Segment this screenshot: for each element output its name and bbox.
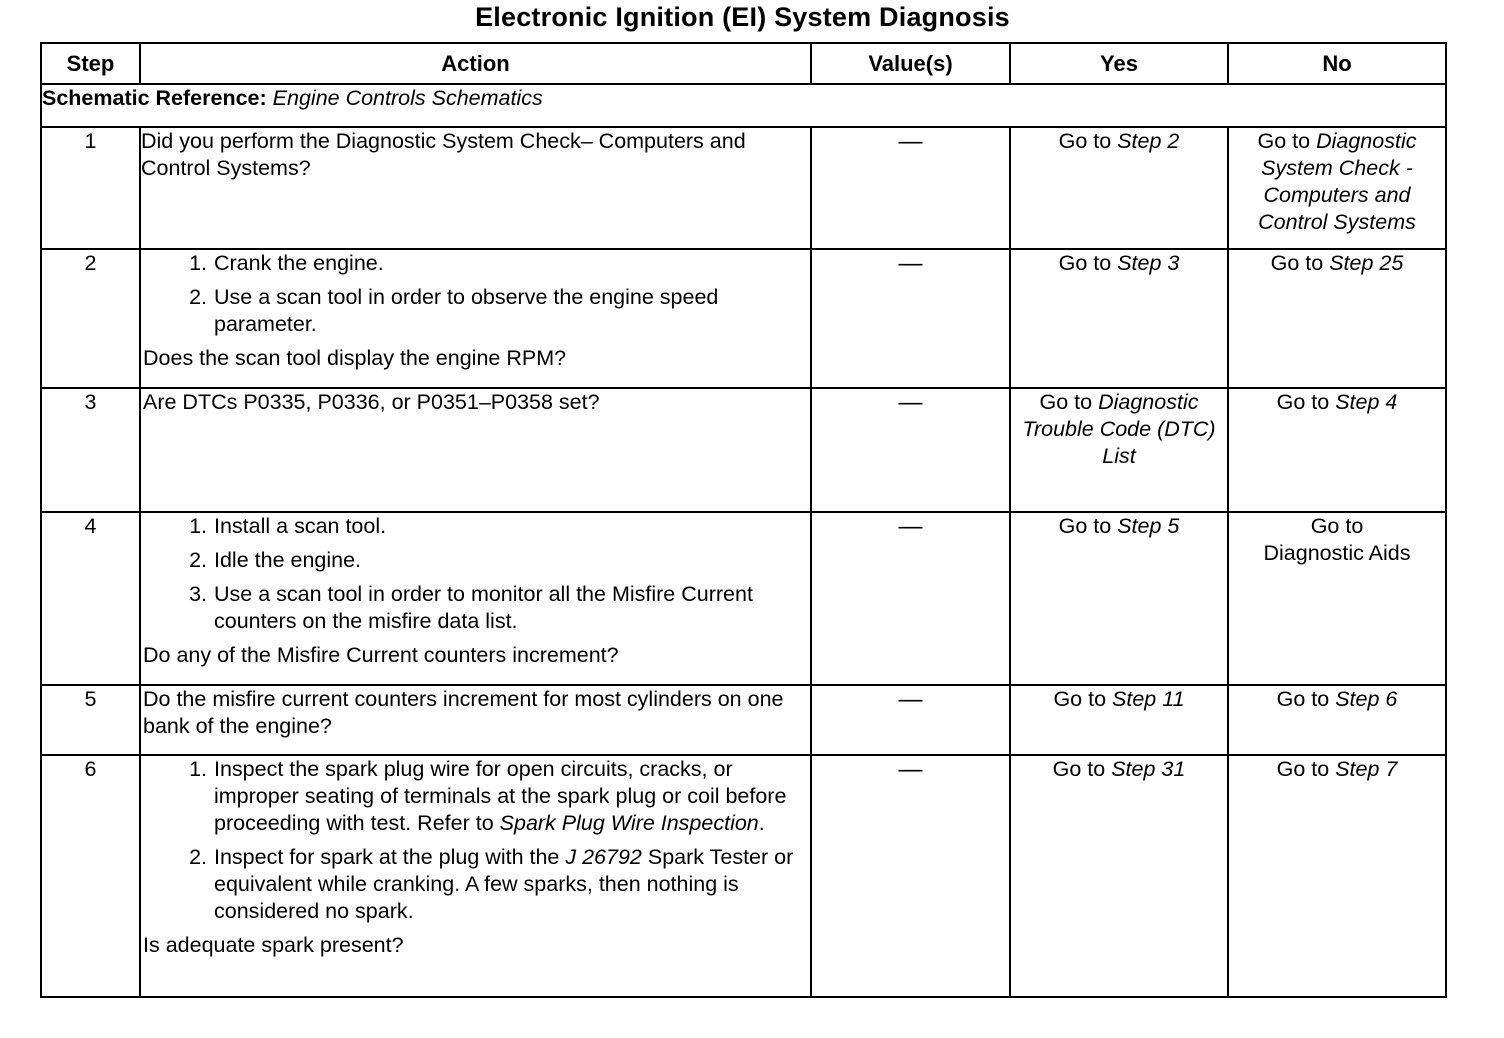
table-row — [41, 685, 1446, 755]
step-link[interactable]: Step 4 — [1335, 390, 1398, 414]
yes-cell — [1010, 755, 1228, 997]
no-cell — [1228, 512, 1446, 685]
diagnostic-aids-text: Diagnostic Aids — [1263, 541, 1411, 565]
goto-text: Go to — [1039, 390, 1093, 414]
step-number: 5 — [41, 685, 140, 755]
table-row — [41, 127, 1446, 249]
action-cell — [140, 127, 811, 249]
goto-text: Go to — [1052, 757, 1106, 781]
list-item: 2. Use a scan tool in order to observe the engine speed parameter. — [189, 285, 719, 336]
value-cell: — — [811, 127, 1010, 249]
tool-number: J 26792 — [565, 845, 642, 869]
step-link[interactable]: Step 31 — [1111, 757, 1186, 781]
yes-cell — [1010, 512, 1228, 685]
header-action: Action — [140, 43, 811, 84]
schematic-reference — [41, 84, 1446, 127]
action-cell — [140, 512, 811, 685]
action-cell — [140, 755, 811, 997]
no-cell — [1228, 249, 1446, 388]
list-item: 1. Inspect the spark plug wire for open circuits, cracks, or improper seating of terminals at the spark plug or coil before proceeding with test. Refer to Spark Plug Wire Inspection. — [189, 757, 787, 835]
action-list — [141, 756, 810, 925]
step-link[interactable]: Step 11 — [1112, 687, 1185, 711]
page-title: Electronic Ignition (EI) System Diagnosis — [475, 2, 1010, 32]
step-link[interactable]: Step 3 — [1117, 251, 1180, 275]
step-link[interactable]: Step 25 — [1329, 251, 1404, 275]
goto-text: Go to — [1276, 687, 1330, 711]
action-cell — [140, 685, 811, 755]
question: Are DTCs P0335, P0336, or P0351–P0358 set? — [143, 390, 600, 414]
value-cell: — — [811, 249, 1010, 388]
question: Does the scan tool display the engine RPM? — [143, 346, 567, 370]
action-cell — [140, 388, 811, 512]
list-item: 2. Idle the engine. — [189, 548, 362, 572]
table-row — [41, 512, 1446, 685]
step-link[interactable]: Step 7 — [1335, 757, 1398, 781]
list-item: 2. Inspect for spark at the plug with the J 26792 Spark Tester or equivalent while cranking. A few sparks, then nothing is considered no spark. — [189, 845, 794, 923]
value-cell: — — [811, 685, 1010, 755]
diagnosis-table — [40, 42, 1447, 998]
value-cell: — — [811, 755, 1010, 997]
goto-text: Go to — [1058, 129, 1112, 153]
step-number: 2 — [41, 249, 140, 388]
table-row — [41, 249, 1446, 388]
header-row — [41, 43, 1446, 84]
spark-plug-wire-inspection-link[interactable]: Spark Plug Wire Inspection — [499, 811, 759, 835]
goto-text: Go to — [1058, 514, 1112, 538]
yes-cell — [1010, 388, 1228, 512]
header-no: No — [1228, 43, 1446, 84]
no-cell — [1228, 388, 1446, 512]
goto-text: Go to — [1257, 129, 1311, 153]
header-yes: Yes — [1010, 43, 1228, 84]
step-number: 1 — [41, 127, 140, 249]
action-cell — [140, 249, 811, 388]
diagnostic-system-check-link-2[interactable]: Computers and Control Systems — [1258, 183, 1416, 234]
goto-text: Go to — [1276, 390, 1330, 414]
schematic-reference-label: Schematic Reference: — [42, 86, 267, 110]
no-cell — [1228, 685, 1446, 755]
list-item: 3. Use a scan tool in order to monitor all the Misfire Current counters on the misfire data list. — [189, 582, 753, 633]
goto-text: Go to — [1310, 514, 1364, 538]
value-cell: — — [811, 512, 1010, 685]
value-cell: — — [811, 388, 1010, 512]
list-item: 1. Crank the engine. — [189, 251, 384, 275]
no-cell — [1228, 755, 1446, 997]
goto-text: Go to — [1053, 687, 1107, 711]
action-list — [141, 250, 810, 338]
goto-text: Go to — [1058, 251, 1112, 275]
table-row — [41, 388, 1446, 512]
header-values: Value(s) — [811, 43, 1010, 84]
question: Do the misfire current counters increment for most cylinders on one bank of the engine? — [143, 687, 784, 738]
yes-cell — [1010, 685, 1228, 755]
step-link[interactable]: Step 5 — [1117, 514, 1180, 538]
schematic-reference-row — [41, 84, 1446, 127]
no-cell — [1228, 127, 1446, 249]
step-number: 4 — [41, 512, 140, 685]
dtc-list-link[interactable]: Diagnostic Trouble Code (DTC) List — [1022, 390, 1216, 468]
question: Do any of the Misfire Current counters increment? — [143, 643, 619, 667]
step-link[interactable]: Step 2 — [1117, 129, 1180, 153]
step-link[interactable]: Step 6 — [1335, 687, 1398, 711]
yes-cell — [1010, 127, 1228, 249]
diagnostic-system-check-link[interactable]: Diagnostic System Check - — [1261, 129, 1417, 180]
table-row — [41, 755, 1446, 997]
list-item: 1. Install a scan tool. — [189, 514, 387, 538]
step-number: 6 — [41, 755, 140, 997]
question: Is adequate spark present? — [143, 933, 404, 957]
question: Did you perform the Diagnostic System Check– Computers and Control Systems? — [141, 129, 746, 180]
step-number: 3 — [41, 388, 140, 512]
goto-text: Go to — [1276, 757, 1330, 781]
schematic-reference-link[interactable]: Engine Controls Schematics — [272, 86, 543, 110]
yes-cell — [1010, 249, 1228, 388]
action-list — [141, 513, 810, 635]
goto-text: Go to — [1270, 251, 1324, 275]
header-step: Step — [41, 43, 140, 84]
